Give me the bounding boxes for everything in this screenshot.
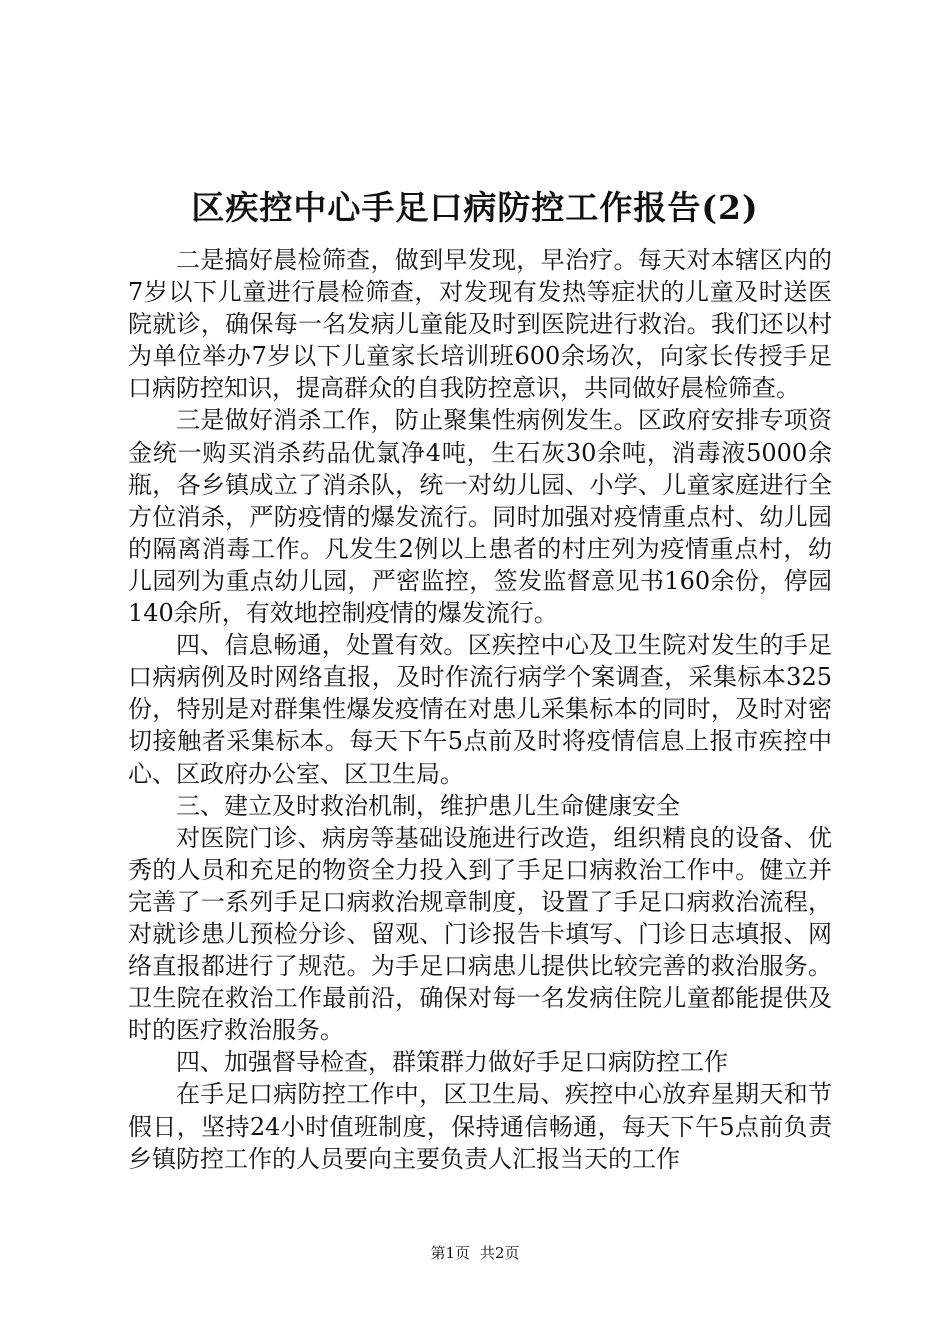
section-heading-treatment: 三、建立及时救治机制，维护患儿生命健康安全: [176, 791, 680, 820]
paragraph-morning-check: 二是搞好晨检筛查，做到早发现，早治疗。每天对本辖区内的7岁以下儿童进行晨检筛查，对发现有发热等症状的儿童及时送医院就诊，确保每一名发病儿童能及时到医院进行救治。我们还以村为单位举办7岁以下儿童家长培训班600余场次，向家长传授手足口病防控知识，提高群众的自我防控意识，共同做好晨检筛查。: [128, 246, 832, 403]
paragraph-treatment: 对医院门诊、病房等基础设施进行改造，组织精良的设备、优秀的人员和充足的物资全力投入到了手足口病救治工作中。健立并完善了一系列手足口病救治规章制度，设置了手足口病救治流程，对就诊患儿预检分诊、留观、门诊报告卡填写、门诊日志填报、网络直报都进行了规范。为手足口病患儿提供比较完善的救治服务。卫生院在救治工作最前沿，确保对每一名发病住院儿童都能提供及时的医疗救治服务。: [128, 823, 832, 1045]
document-body: [128, 244, 832, 1175]
page-number: 第1页: [430, 1244, 470, 1262]
paragraph-disinfection: 三是做好消杀工作，防止聚集性病例发生。区政府安排专项资金统一购买消杀药品优氯净4吨，生石灰30余吨，消毒液5000余瓶，各乡镇成立了消杀队，统一对幼儿园、小学、儿童家庭进行全方位消杀，严防疫情的爆发流行。同时加强对疫情重点村、幼儿园的隔离消毒工作。凡发生2例以上患者的村庄列为疫情重点村，幼儿园列为重点幼儿园，严密监控，签发监督意见书160余份，停园140余所，有效地控制疫情的爆发流行。: [128, 406, 832, 628]
page-total: 共2页: [480, 1244, 520, 1262]
document-title: 区疾控中心手足口病防控工作报告(2): [191, 188, 759, 227]
page-footer: [0, 1243, 950, 1263]
section-heading-supervision: 四、加强督导检查，群策群力做好手足口病防控工作: [176, 1048, 728, 1077]
paragraph-information: 四、信息畅通，处置有效。区疾控中心及卫生院对发生的手足口病病例及时网络直报，及时作流行病学个案调查，采集标本325份，特别是对群集性爆发疫情在对患儿采集标本的同时，及时对密切接触者采集标本。每天下午5点前及时将疫情信息上报市疾控中心、区政府办公室、区卫生局。: [128, 631, 832, 788]
paragraph-supervision: 在手足口病防控工作中，区卫生局、疾控中心放弃星期天和节假日，坚持24小时值班制度，保持通信畅通，每天下午5点前负责乡镇防控工作的人员要向主要负责人汇报当天的工作: [128, 1080, 832, 1173]
